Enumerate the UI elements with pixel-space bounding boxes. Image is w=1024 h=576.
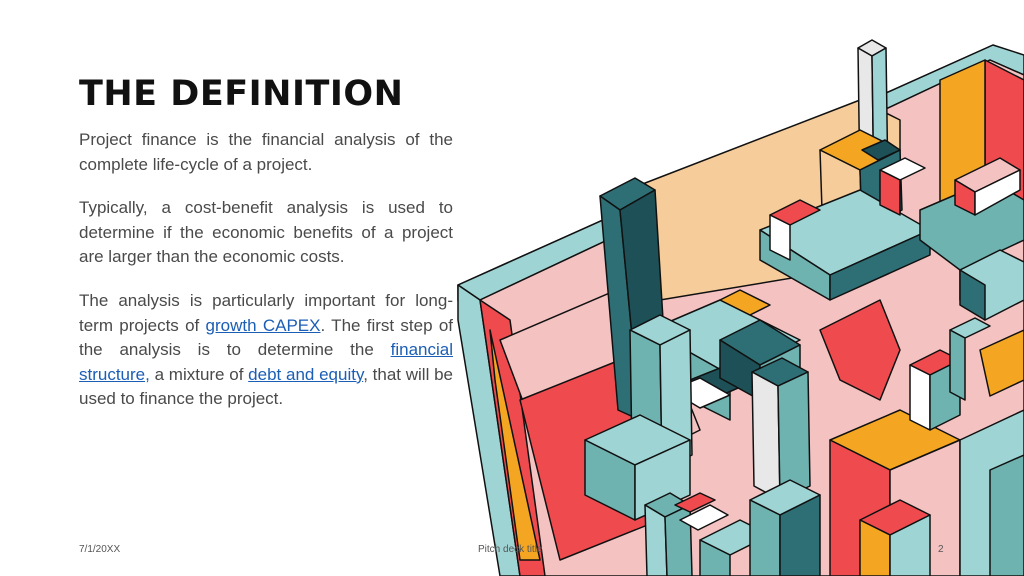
paragraph-3 (79, 289, 453, 412)
paragraph-3-text-1: The analysis is particularly important for long-term projects of (79, 290, 453, 335)
paragraph-1: Project finance is the financial analysis of the complete life-cycle of a project. (79, 130, 453, 174)
paragraph-3-text-3: a mixture of (149, 364, 249, 384)
footer-title: Pitch deck title (478, 544, 543, 555)
page-number: 2 (938, 544, 944, 555)
isometric-city-blocks-illustration (455, 38, 1024, 576)
paragraph-3-text-2: . The first step of the analysis is to determine the (79, 315, 453, 360)
growth-capex-link[interactable]: growth CAPEX (205, 315, 321, 335)
paragraph-3-text-4: , that will be used to finance the project. (79, 364, 454, 409)
body-text (79, 128, 453, 431)
paragraph-2: Typically, a cost-benefit analysis is used to determine if the economic benefits of a project are larger than the economic costs. (79, 198, 453, 267)
financial-structure-link[interactable]: financial structure, (79, 340, 453, 384)
slide-title: THE DEFINITION (79, 74, 404, 114)
footer-date: 7/1/20XX (79, 544, 121, 555)
debt-and-equity-link[interactable]: debt and equity (248, 364, 364, 384)
